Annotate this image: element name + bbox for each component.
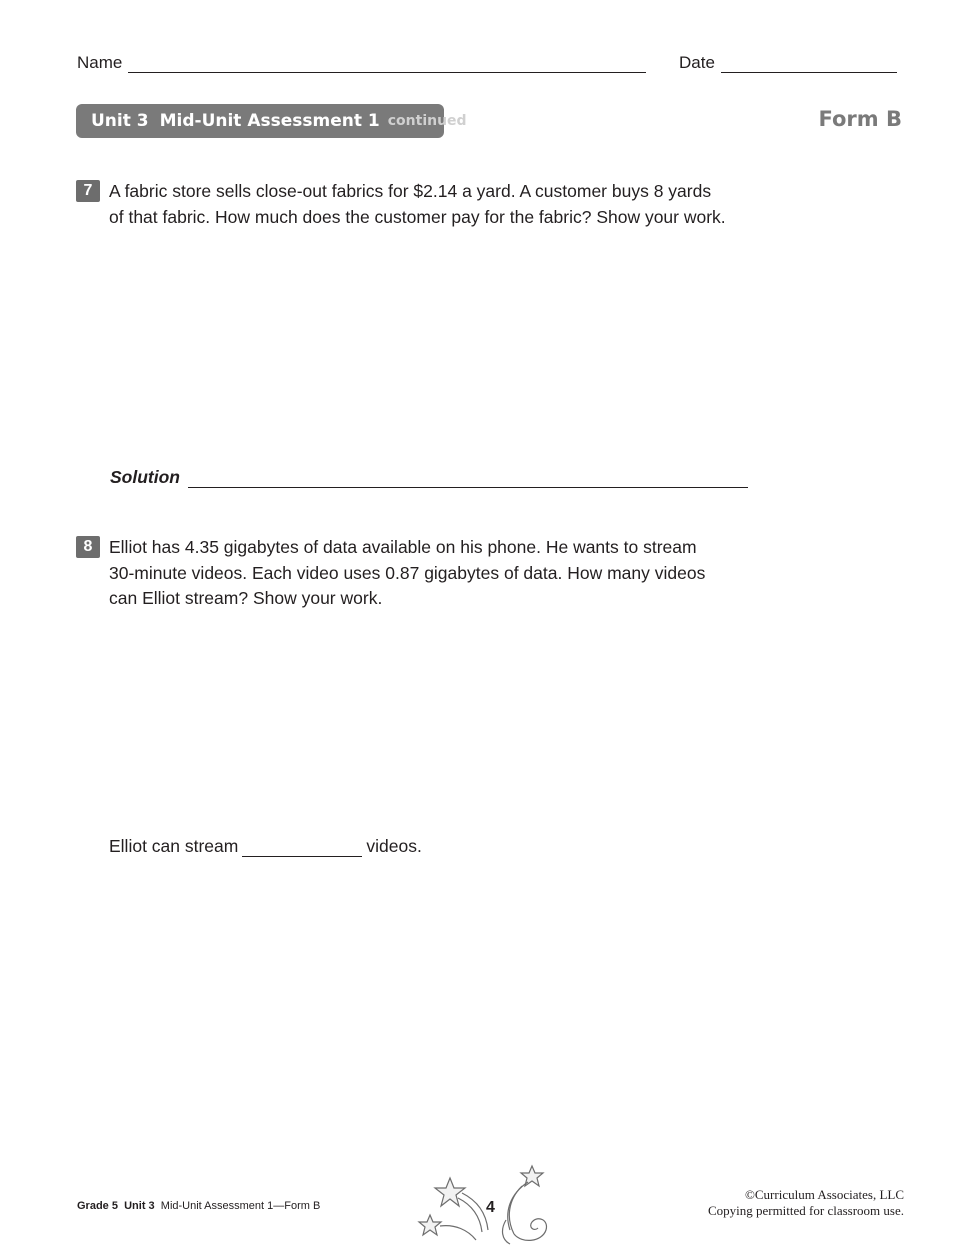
assessment-title: Mid-Unit Assessment 1: [159, 111, 380, 131]
question-8-line-2: 30-minute videos. Each video uses 0.87 gigabytes of data. How many videos: [109, 562, 706, 583]
footer-copyright-block: [708, 1187, 904, 1219]
name-write-line[interactable]: [128, 56, 646, 73]
date-write-line[interactable]: [721, 56, 897, 73]
date-field-row: [679, 53, 897, 73]
question-8-line-1: Elliot has 4.35 gigabytes of data available on his phone. He wants to stream: [109, 537, 697, 557]
answer-prefix: Elliot can stream: [109, 836, 239, 856]
permission-text: Copying permitted for classroom use.: [707, 1203, 904, 1218]
footer-grade: Grade 5: [77, 1200, 118, 1212]
name-field-row: [77, 53, 646, 73]
unit-banner: [76, 104, 467, 138]
page-number: 4: [486, 1199, 495, 1216]
name-label: Name: [77, 53, 123, 72]
form-label: Form B: [818, 107, 902, 131]
solution-answer-line[interactable]: [188, 487, 748, 488]
question-8-line-3: can Elliot stream? Show your work.: [109, 588, 383, 608]
question-7-line-1: A fabric store sells close-out fabrics for $2.14 a yard. A customer buys 8 yards: [109, 181, 712, 201]
videos-answer-blank[interactable]: [242, 839, 362, 857]
date-label: Date: [679, 53, 715, 72]
question-number-badge: 8: [76, 536, 100, 558]
footer-course-info: [77, 1200, 320, 1212]
unit-label: Unit 3: [91, 111, 149, 131]
question-number-badge: 7: [76, 180, 100, 202]
question-7-text: [109, 179, 769, 230]
question-8-text: [109, 535, 769, 612]
answer-suffix: videos.: [366, 836, 422, 856]
shooting-stars-icon: [410, 1160, 555, 1248]
continued-label: continued: [387, 113, 467, 129]
footer-unit: Unit 3: [124, 1200, 155, 1212]
answer-sentence: [109, 836, 422, 857]
question-7-line-2: of that fabric. How much does the customer pay for the fabric? Show your work.: [109, 206, 726, 227]
solution-label: Solution: [110, 467, 180, 487]
copyright-text: ©Curriculum Associates, LLC: [745, 1187, 904, 1202]
footer-assessment: Mid-Unit Assessment 1—Form B: [160, 1200, 321, 1212]
